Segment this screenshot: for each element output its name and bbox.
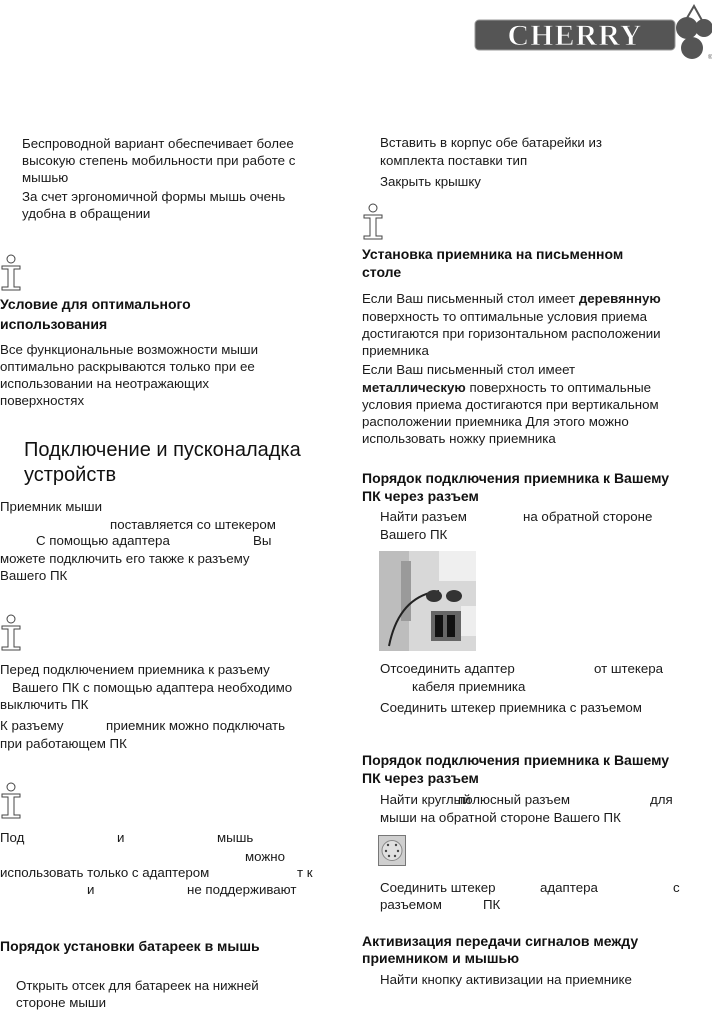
step-line: комплекта поставки тип	[380, 153, 528, 168]
feature-line: За счет эргономичной формы мышь очень	[22, 189, 286, 204]
note-line: Перед подключением приемника к разъему	[0, 662, 270, 677]
paragraph-line: оптимально раскрываются только при ее	[0, 359, 255, 374]
paragraph-line: Все функциональные возможности мыши	[0, 342, 258, 357]
pc-back-photo	[379, 551, 476, 651]
note-line: приемник можно подключать	[106, 718, 286, 733]
paragraph-text: Если Ваш письменный стол имеет	[362, 291, 579, 306]
feature-line: мышью	[22, 170, 69, 185]
step-line: на обратной стороне	[523, 509, 653, 524]
step-line: полюсный разъем	[458, 792, 570, 807]
note-word: можно	[245, 849, 286, 864]
feature-line: Беспроводной вариант обеспечивает более	[22, 136, 294, 151]
paragraph-line	[362, 380, 651, 396]
step-line: для	[650, 792, 673, 807]
paragraph-line: Вашего ПК	[0, 568, 68, 583]
section-heading: Активизация передачи сигналов между	[362, 933, 639, 949]
step-line: разъемом	[380, 897, 442, 912]
info-icon	[0, 254, 22, 292]
note-word: использовать только с адаптером	[0, 865, 210, 880]
step-line: адаптера	[540, 880, 598, 895]
step-line: с	[673, 880, 680, 895]
emphasis-wooden: деревянную	[578, 291, 661, 306]
step-line: Найти круглый	[380, 792, 471, 807]
note-line: выключить ПК	[0, 697, 89, 712]
paragraph-line: Приемник мыши	[0, 499, 102, 514]
feature-line: удобна в обращении	[22, 206, 151, 221]
section-heading: столе	[362, 264, 402, 280]
section-heading: приемником и мышью	[362, 950, 520, 966]
section-heading: Порядок подключения приемника к Вашему	[362, 470, 670, 486]
paragraph-line	[362, 291, 661, 307]
emphasis-metal: металлическую	[362, 380, 466, 395]
note-line: при работающем ПК	[0, 736, 127, 751]
step-line: от штекера	[594, 661, 664, 676]
step-line: Открыть отсек для батареек на нижней	[16, 978, 259, 993]
paragraph-line: расположении приемника Для этого можно	[362, 414, 629, 429]
paragraph-line: Если Ваш письменный стол имеет	[362, 362, 576, 377]
section-heading: Установка приемника на письменном	[362, 246, 624, 262]
paragraph-line: поверхность то оптимальные условия приема	[362, 309, 648, 324]
note-word: и	[117, 830, 125, 845]
step-line: ПК	[483, 897, 501, 912]
section-heading: ПК через разъем	[362, 488, 479, 504]
note-word: и	[87, 882, 95, 897]
ps2-port-icon	[378, 835, 406, 866]
step-line: мыши на обратной стороне Вашего ПК	[380, 810, 621, 825]
paragraph-line: можете подключить его также к разъему	[0, 551, 250, 566]
step-line: Вставить в корпус обе батарейки из	[380, 135, 602, 150]
step-line: Найти кнопку активизации на приемнике	[380, 972, 632, 987]
note-word: мышь	[217, 830, 254, 845]
feature-line: высокую степень мобильности при работе с	[22, 153, 296, 168]
section-heading: использования	[0, 316, 108, 332]
paragraph-line: Вы	[253, 533, 272, 548]
paragraph-line: достигаются при горизонтальном расположении	[362, 326, 661, 341]
svg-text:CHERRY: CHERRY	[507, 19, 643, 52]
chapter-title: устройств	[24, 464, 117, 486]
note-line: Вашего ПК с помощью адаптера необходимо	[12, 680, 293, 695]
step-line: стороне мыши	[16, 995, 107, 1010]
note-word: Под	[0, 830, 25, 845]
paragraph-line: использовать ножку приемника	[362, 431, 556, 446]
paragraph-line: С помощью адаптера	[36, 533, 170, 548]
note-line: К разъему	[0, 718, 64, 733]
note-word: т к	[297, 865, 313, 880]
step-line: кабеля приемника	[412, 679, 526, 694]
paragraph-line: использовании на неотражающих	[0, 376, 210, 391]
section-heading: Условие для оптимального	[0, 296, 191, 312]
paragraph-line: поверхностях	[0, 393, 85, 408]
cherry-logo	[472, 4, 712, 62]
step-line: Найти разъем	[380, 509, 467, 524]
step-line: Отсоединить адаптер	[380, 661, 515, 676]
paragraph-line: поставляется со штекером	[110, 517, 276, 532]
note-word: не поддерживают	[187, 882, 297, 897]
step-line: Соединить штекер	[380, 880, 496, 895]
section-heading: ПК через разъем	[362, 770, 479, 786]
info-icon	[0, 614, 22, 652]
step-line: Вашего ПК	[380, 527, 448, 542]
paragraph-text: поверхность то оптимальные	[465, 380, 652, 395]
info-icon	[0, 782, 22, 820]
svg-text:®: ®	[708, 55, 712, 61]
info-icon	[362, 203, 384, 241]
section-heading: Порядок установки батареек в мышь	[0, 938, 260, 954]
paragraph-line: приемника	[362, 343, 429, 358]
step-line: Соединить штекер приемника с разъемом	[380, 700, 642, 715]
paragraph-line: условия приема достигаются при вертикальном	[362, 397, 659, 412]
step-line: Закрыть крышку	[380, 174, 481, 189]
chapter-title: Подключение и пусконаладка	[24, 439, 301, 461]
section-heading: Порядок подключения приемника к Вашему	[362, 752, 670, 768]
